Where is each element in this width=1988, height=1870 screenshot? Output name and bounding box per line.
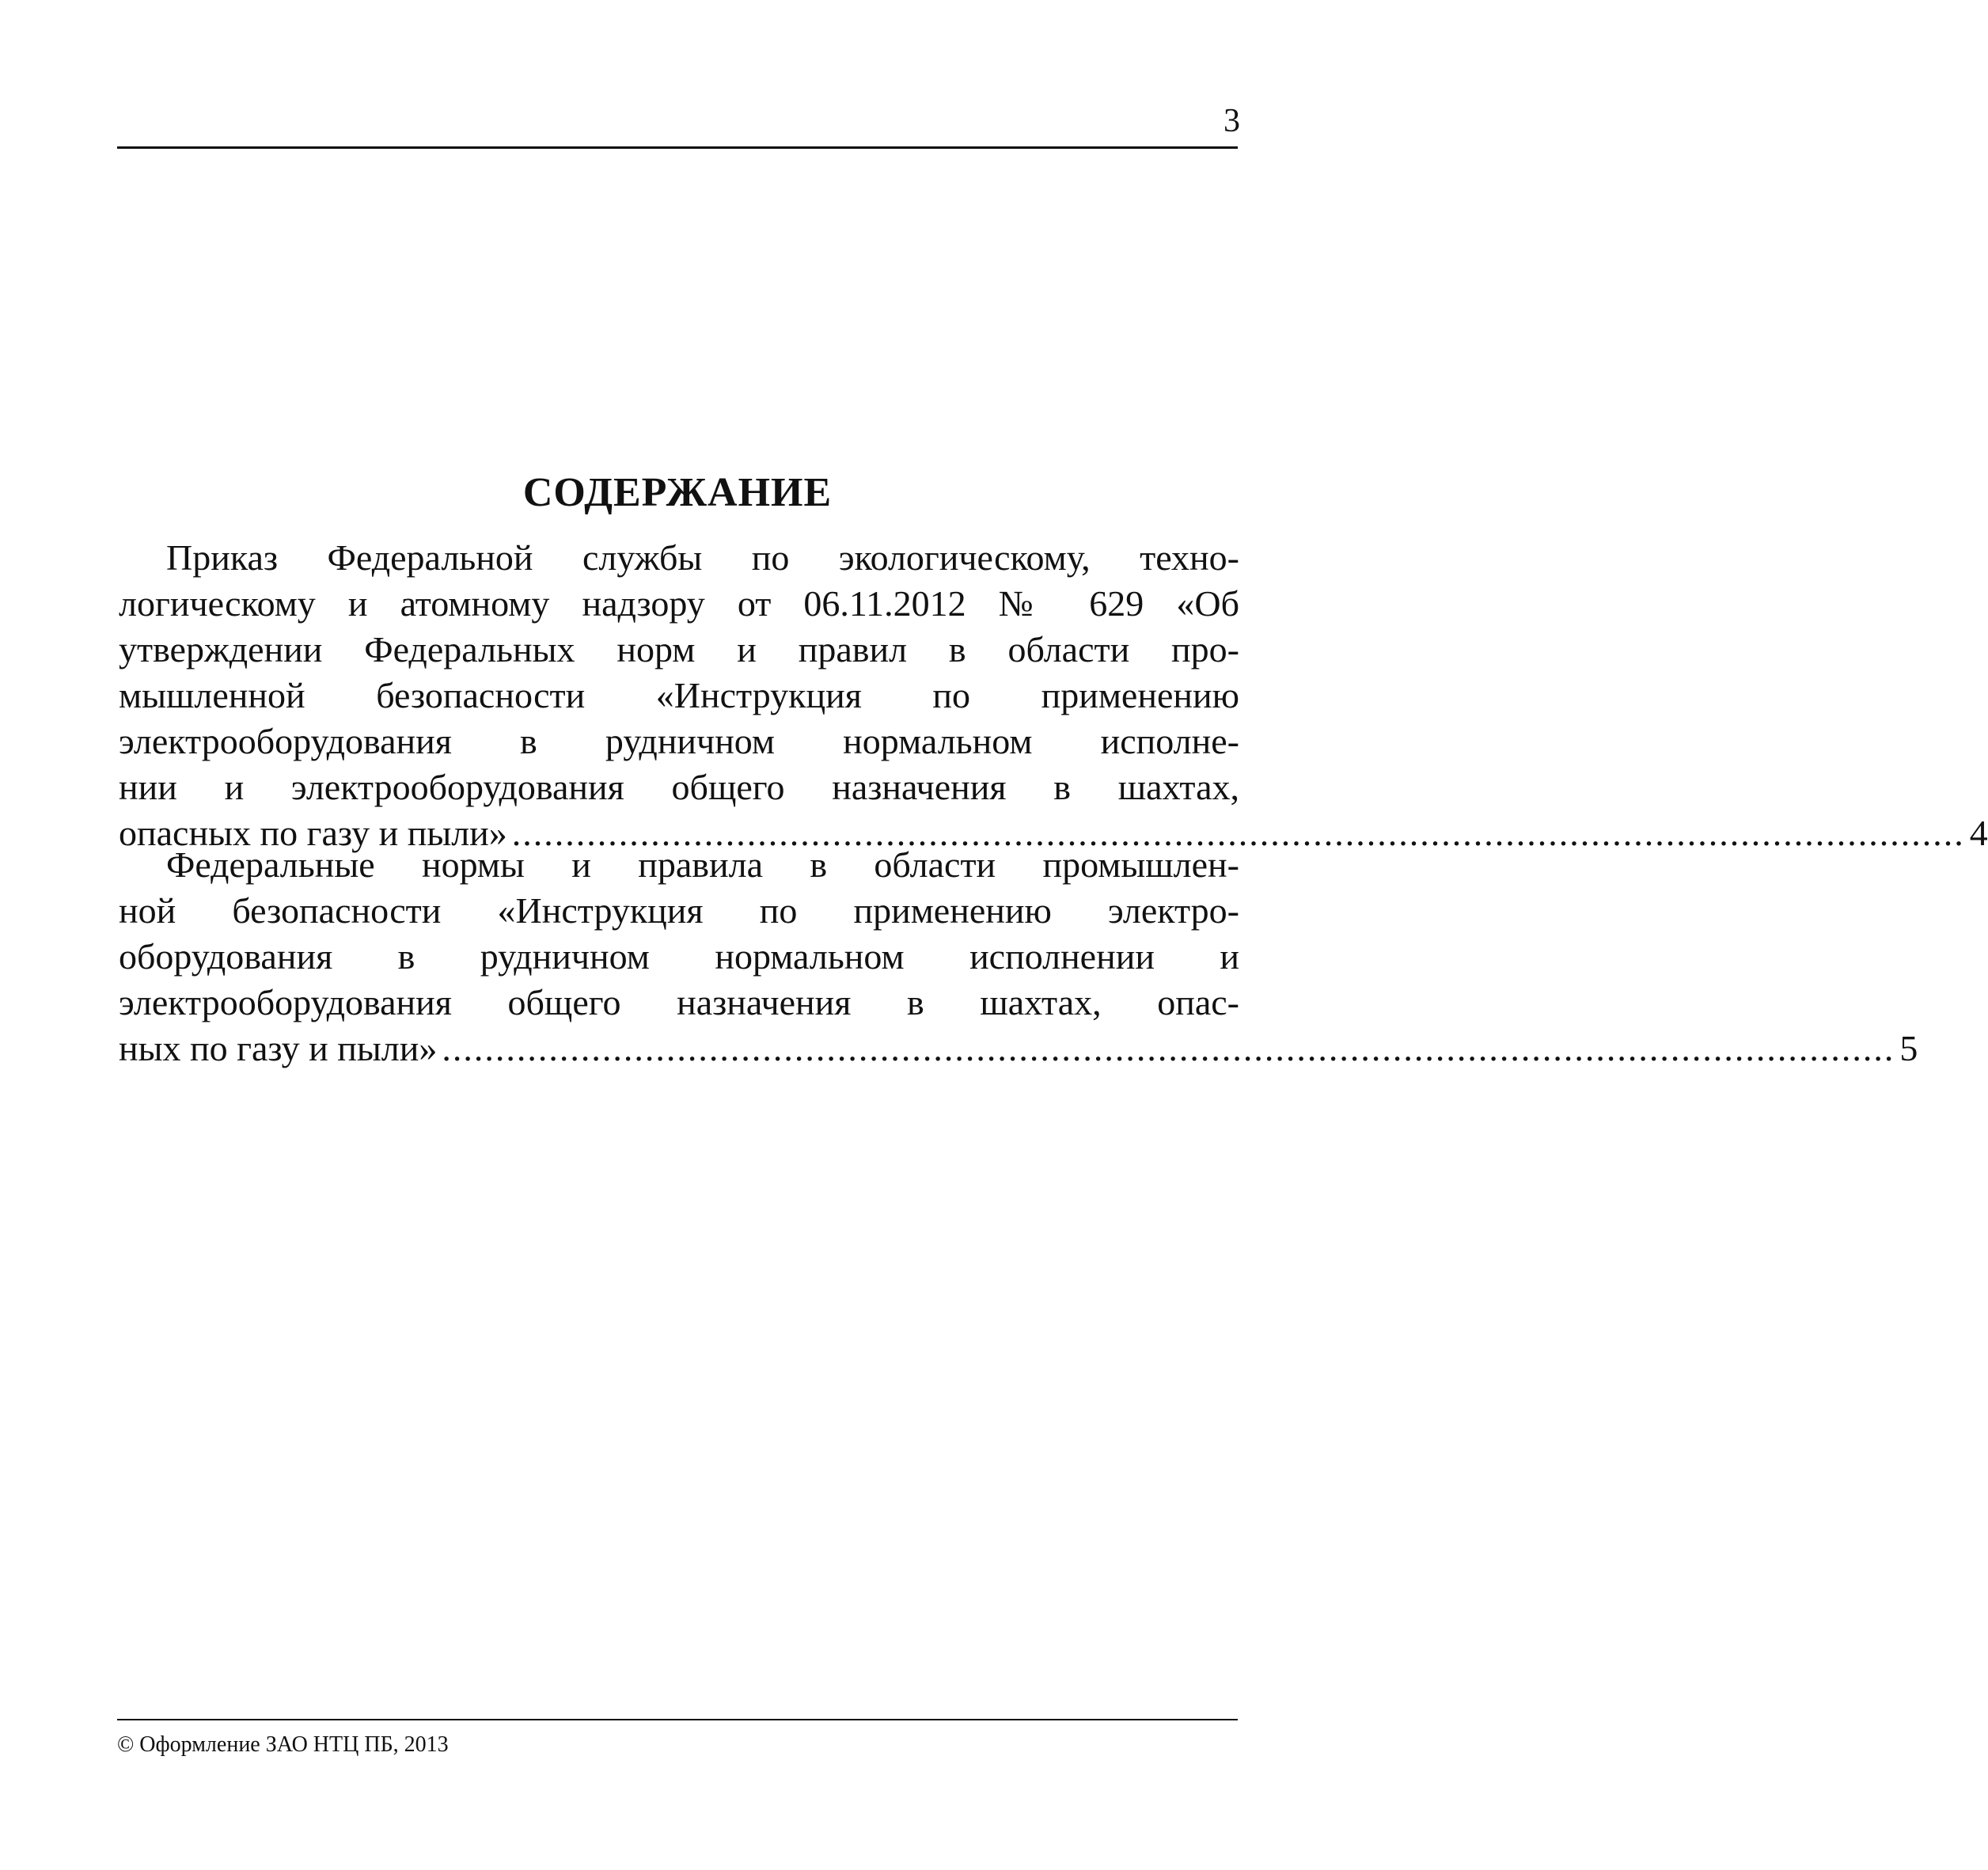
footer-copyright: © Оформление ЗАО НТЦ ПБ, 2013 — [117, 1732, 449, 1757]
dot-leader: ........................................................................................................................................ — [511, 813, 1965, 853]
toc-entry[interactable] — [119, 535, 1988, 856]
toc-entry-line: электрооборудования общего назначения в шахтах, опас- — [119, 982, 1239, 1022]
toc-entry-line: ных по газу и пыли» — [119, 1028, 438, 1068]
toc-entry-line: утверждении Федеральных норм и правил в области про- — [119, 629, 1239, 669]
header-rule — [117, 146, 1238, 149]
toc-page-ref[interactable]: 5 — [1899, 1028, 1918, 1068]
toc-entry-line: Федеральные нормы и правила в области промышлен- — [166, 844, 1239, 885]
toc-entry-line: электрооборудования в рудничном нормальном исполне- — [119, 721, 1239, 761]
toc-page-ref[interactable]: 4 — [1969, 813, 1988, 853]
toc-entry-line: ной безопасности «Инструкция по применению электро- — [119, 890, 1239, 931]
toc-title: СОДЕРЖАНИЕ — [522, 469, 833, 515]
page-number: 3 — [1224, 103, 1240, 139]
toc-entry[interactable] — [119, 842, 1918, 1072]
toc-entry-line: логическому и атомному надзору от 06.11.2012 № 629 «Об — [119, 583, 1239, 624]
toc-entry-line: мышленной безопасности «Инструкция по применению — [119, 675, 1239, 715]
dot-leader: ........................................................................................................................................ — [442, 1028, 1895, 1068]
footer-rule — [117, 1719, 1238, 1720]
toc-entry-line: оборудования в рудничном нормальном исполнении и — [119, 936, 1239, 977]
toc-entry-line: нии и электрооборудования общего назначения в шахтах, — [119, 767, 1239, 807]
toc-entry-line: опасных по газу и пыли» — [119, 813, 507, 853]
toc-entry-line: Приказ Федеральной службы по экологическому, техно- — [166, 537, 1239, 578]
toc-entry-last-line — [119, 1026, 1918, 1072]
